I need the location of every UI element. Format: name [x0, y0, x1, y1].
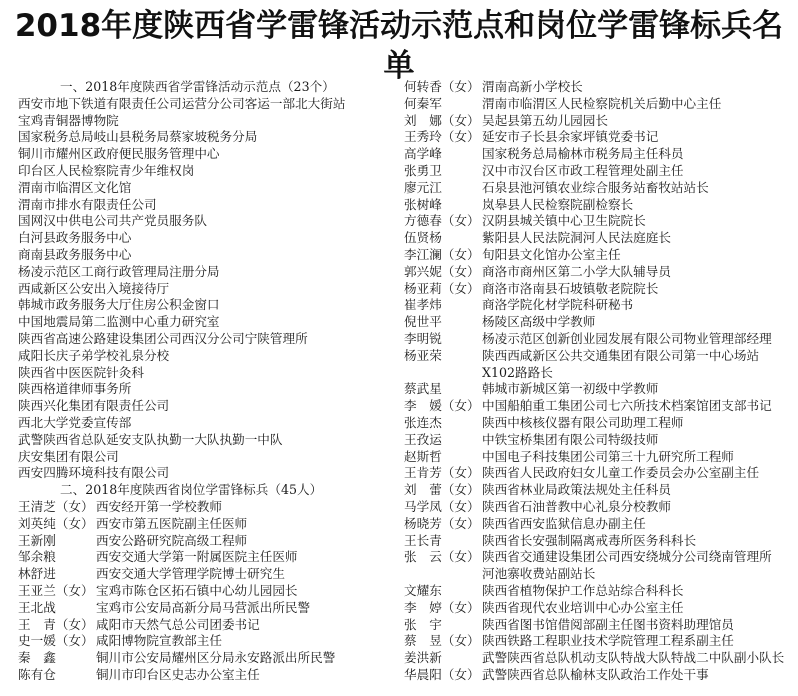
person-organization-title: 陕西省交通建设集团公司西安绕城分公司绕南管理所	[482, 549, 772, 565]
model-person-entry	[18, 617, 400, 634]
person-name: 蔡 昱（女）	[404, 633, 480, 649]
person-organization-title: 汉阴县城关镇中心卫生院院长	[482, 213, 646, 229]
person-name: 张 云（女）	[404, 549, 480, 565]
model-person-entry	[404, 197, 788, 214]
person-organization-title: 武警陕西省总队机动支队特战大队特战二中队副小队长	[482, 650, 785, 666]
model-person-entry	[18, 516, 400, 533]
person-organization-title: 铜川市印台区史志办公室主任	[96, 666, 260, 682]
person-organization-title: 渭南市临渭区人民检察院机关后勤中心主任	[482, 95, 722, 111]
model-person-entry	[18, 583, 400, 600]
person-organization-title: 陕西省长安强制隔离戒毒所医务科科长	[482, 532, 697, 548]
model-person-entry	[18, 633, 400, 650]
person-organization-continued: X102路路长	[482, 364, 553, 380]
left-column	[18, 79, 400, 684]
person-name: 王秀玲（女）	[404, 129, 480, 145]
person-organization-title: 岚皋县人民检察院副检察长	[482, 196, 634, 212]
person-name: 华晨阳（女）	[404, 666, 480, 682]
person-organization-title: 西安市第五医院副主任医师	[96, 515, 248, 531]
demonstration-site-item: 西咸新区公安出入境接待厅	[18, 280, 170, 296]
person-organization-title: 吴起县第五幼儿园园长	[482, 112, 608, 128]
person-name: 杨晓芳（女）	[404, 515, 480, 531]
person-organization-title: 陕西西咸新区公共交通集团有限公司第一中心场站	[482, 347, 760, 363]
person-name: 杨亚莉（女）	[404, 280, 480, 296]
person-organization-title: 商洛市商州区第二小学大队辅导员	[482, 263, 671, 279]
demonstration-site-item: 庆安集团有限公司	[18, 448, 119, 464]
person-organization-title: 西安经开第一学校教师	[96, 498, 222, 514]
person-name: 林舒进	[18, 566, 56, 582]
model-person-entry	[404, 516, 788, 533]
demonstration-site-item: 陕西格道律师事务所	[18, 381, 132, 397]
person-organization-title: 陕西铁路工程职业技术学院管理工程系副主任	[482, 633, 734, 649]
person-organization-title: 石泉县池河镇农业综合服务站畜牧站站长	[482, 179, 709, 195]
model-person-entry	[404, 549, 788, 566]
person-name: 李 婷（女）	[404, 599, 480, 615]
person-organization-title: 杨陵区高级中学教师	[482, 314, 596, 330]
model-person-entry	[18, 549, 400, 566]
model-person-entry	[404, 415, 788, 432]
model-person-entry	[18, 600, 400, 617]
model-person-entry	[404, 96, 788, 113]
model-person-entry	[404, 449, 788, 466]
person-name: 陈有仓	[18, 666, 56, 682]
person-organization-title: 咸阳博物院宣教部主任	[96, 633, 222, 649]
person-organization-title: 中国船舶重工集团公司七六所技术档案馆团支部书记	[482, 398, 772, 414]
person-organization-title: 紫阳县人民法院洞河人民法庭庭长	[482, 230, 671, 246]
model-person-entry	[404, 499, 788, 516]
person-name: 高学峰	[404, 146, 442, 162]
person-name: 张树峰	[404, 196, 442, 212]
model-person-entry	[404, 650, 788, 667]
person-organization-title: 陕西省植物保护工作总站综合科科长	[482, 582, 684, 598]
person-organization-title: 旬阳县文化馆办公室主任	[482, 246, 621, 262]
demonstration-site-item: 陕西省中医医院针灸科	[18, 364, 144, 380]
person-name: 张 宇	[404, 616, 442, 632]
person-name: 蔡武星	[404, 381, 442, 397]
person-name: 赵斯哲	[404, 448, 442, 464]
person-name: 王清芝（女）	[18, 498, 94, 514]
model-person-entry	[404, 482, 788, 499]
person-name: 杨亚荣	[404, 347, 442, 363]
person-name: 秦 鑫	[18, 650, 56, 666]
person-name: 张连杰	[404, 414, 442, 430]
person-organization-title: 中国电子科技集团公司第三十九研究所工程师	[482, 448, 734, 464]
person-name: 廖元江	[404, 179, 442, 195]
demonstration-site-item: 渭南市排水有限责任公司	[18, 196, 157, 212]
model-person-entry	[404, 113, 788, 130]
model-person-entry	[404, 331, 788, 348]
model-person-entry	[404, 213, 788, 230]
person-name: 伍贤杨	[404, 230, 442, 246]
person-name: 姜洪新	[404, 650, 442, 666]
demonstration-site-item: 白河县政务服务中心	[18, 230, 132, 246]
model-person-entry	[404, 264, 788, 281]
person-name: 邹余粮	[18, 549, 56, 565]
model-person-entry	[404, 633, 788, 650]
model-person-entry	[404, 79, 788, 96]
person-name: 史一媛（女）	[18, 633, 94, 649]
demonstration-site-item: 商南县政务服务中心	[18, 246, 132, 262]
model-person-entry	[404, 314, 788, 331]
person-organization-title: 咸阳市天然气总公司团委书记	[96, 616, 260, 632]
person-organization-title: 商洛学院化材学院科研秘书	[482, 297, 634, 313]
demonstration-site-item: 咸阳长庆子弟学校礼泉分校	[18, 347, 170, 363]
model-person-entry	[404, 667, 788, 684]
model-person-entry	[404, 129, 788, 146]
demonstration-site-item: 宝鸡青铜器博物院	[18, 112, 119, 128]
model-person-entry	[404, 180, 788, 197]
demonstration-site-item: 西安四腾环境科技有限公司	[18, 465, 170, 481]
person-organization-title: 西安公路研究院高级工程师	[96, 532, 248, 548]
person-name: 刘英纯（女）	[18, 515, 94, 531]
person-name: 李 媛（女）	[404, 398, 480, 414]
person-organization-title: 陕西省石油普教中心礼泉分校教师	[482, 498, 671, 514]
right-column	[404, 79, 788, 684]
person-organization-title: 汉中市汉台区市政工程管理处副主任	[482, 162, 684, 178]
model-person-entry	[404, 600, 788, 617]
demonstration-site-item: 韩城市政务服务大厅住房公积金窗口	[18, 297, 220, 313]
model-person-entry	[404, 583, 788, 600]
person-name: 王孜运	[404, 431, 442, 447]
person-organization-title: 宝鸡市陈仓区拓石镇中心幼儿园园长	[96, 582, 298, 598]
person-name: 郭兴妮（女）	[404, 263, 480, 279]
demonstration-site-item: 铜川市耀州区政府便民服务管理中心	[18, 146, 220, 162]
demonstration-site-item: 西北大学党委宣传部	[18, 414, 132, 430]
model-person-entry	[404, 398, 788, 415]
person-organization-title: 商洛市洛南县石坡镇敬老院院长	[482, 280, 659, 296]
person-organization-continued: 河池寨收费站副站长	[482, 566, 596, 582]
model-person-entry	[404, 146, 788, 163]
model-person-list-left	[18, 499, 400, 684]
person-organization-title: 宝鸡市公安局高新分局马营派出所民警	[96, 599, 311, 615]
person-name: 文耀东	[404, 582, 442, 598]
person-organization-title: 西安交通大学第一附属医院主任医师	[96, 549, 298, 565]
model-person-entry	[18, 499, 400, 516]
person-name: 马学凤（女）	[404, 498, 480, 514]
model-person-entry	[404, 381, 788, 398]
person-name: 王亚兰（女）	[18, 582, 94, 598]
person-organization-title: 渭南高新小学校长	[482, 79, 583, 94]
person-name: 何秦军	[404, 95, 442, 111]
section1-heading: 一、2018年度陕西省学雷锋活动示范点（23个）	[60, 79, 335, 94]
person-name: 李江澜（女）	[404, 246, 480, 262]
person-organization-title: 国家税务总局榆林市税务局主任科员	[482, 146, 684, 162]
person-organization-title: 铜川市公安局耀州区分局永安路派出所民警	[96, 650, 336, 666]
model-person-entry	[18, 566, 400, 583]
person-organization-title: 杨凌示范区创新创业园发展有限公司物业管理部经理	[482, 330, 772, 346]
person-organization-title: 西安交通大学管理学院博士研究生	[96, 566, 285, 582]
model-person-entry	[404, 230, 788, 247]
demonstration-site-item: 印台区人民检察院青少年维权岗	[18, 162, 195, 178]
model-person-list-right	[404, 79, 788, 684]
page-title: 2018年度陕西省学雷锋活动示范点和岗位学雷锋标兵名单	[14, 8, 784, 84]
person-name: 方德春（女）	[404, 213, 480, 229]
model-person-entry	[404, 281, 788, 298]
person-organization-title: 中铁宝桥集团有限公司特级技师	[482, 431, 659, 447]
person-organization-title: 延安市子长县余家坪镇党委书记	[482, 129, 659, 145]
demonstration-site-list	[18, 96, 400, 482]
person-name: 王新刚	[18, 532, 56, 548]
person-name: 崔孝炜	[404, 297, 442, 313]
demonstration-site-item: 西安市地下铁道有限责任公司运营分公司客运一部北大街站	[18, 95, 346, 111]
model-person-entry	[404, 533, 788, 550]
model-person-entry	[404, 617, 788, 634]
person-name: 王肯芳（女）	[404, 465, 480, 481]
person-name: 李明锐	[404, 330, 442, 346]
model-person-entry	[18, 533, 400, 550]
person-organization-title: 陕西省人民政府妇女儿童工作委员会办公室副主任	[482, 465, 760, 481]
person-organization-title: 陕西中核核仪器有限公司助理工程师	[482, 414, 684, 430]
person-name: 何转香（女）	[404, 79, 480, 94]
demonstration-site-item: 中国地震局第二监测中心重力研究室	[18, 314, 220, 330]
model-person-entry	[18, 667, 400, 684]
demonstration-site-item: 陕西兴化集团有限责任公司	[18, 398, 170, 414]
model-person-entry	[404, 432, 788, 449]
section2-heading: 二、2018年度陕西省岗位学雷锋标兵（45人）	[60, 482, 323, 498]
person-organization-title: 陕西省林业局政策法规处主任科员	[482, 482, 671, 498]
model-person-entry	[404, 297, 788, 314]
demonstration-site-item: 陕西省高速公路建设集团公司西汉分公司宁陕管理所	[18, 330, 308, 346]
demonstration-site-item: 杨凌示范区工商行政管理局注册分局	[18, 263, 220, 279]
person-organization-title: 陕西省西安监狱信息办副主任	[482, 515, 646, 531]
demonstration-site-item: 国网汉中供电公司共产党员服务队	[18, 213, 207, 229]
person-name: 王北战	[18, 599, 56, 615]
demonstration-site-item: 渭南市临渭区文化馆	[18, 179, 132, 195]
model-person-entry	[404, 163, 788, 180]
model-person-entry	[404, 348, 788, 365]
model-person-entry	[404, 247, 788, 264]
demonstration-site-item: 国家税务总局岐山县税务局蔡家坡税务分局	[18, 129, 258, 145]
person-organization-title: 陕西省现代农业培训中心办公室主任	[482, 599, 684, 615]
person-organization-title: 陕西省图书馆借阅部副主任图书资料助理馆员	[482, 616, 734, 632]
person-organization-title: 武警陕西省总队榆林支队政治工作处干事	[482, 666, 709, 682]
person-name: 刘 蕾（女）	[404, 482, 480, 498]
person-name: 王 青（女）	[18, 616, 94, 632]
person-organization-title: 韩城市新城区第一初级中学教师	[482, 381, 659, 397]
person-name: 王长青	[404, 532, 442, 548]
demonstration-site-item: 武警陕西省总队延安支队执勤一大队执勤一中队	[18, 431, 283, 447]
model-person-entry	[404, 465, 788, 482]
person-name: 刘 娜（女）	[404, 112, 480, 128]
person-name: 倪世平	[404, 314, 442, 330]
model-person-entry	[18, 650, 400, 667]
person-name: 张勇卫	[404, 162, 442, 178]
